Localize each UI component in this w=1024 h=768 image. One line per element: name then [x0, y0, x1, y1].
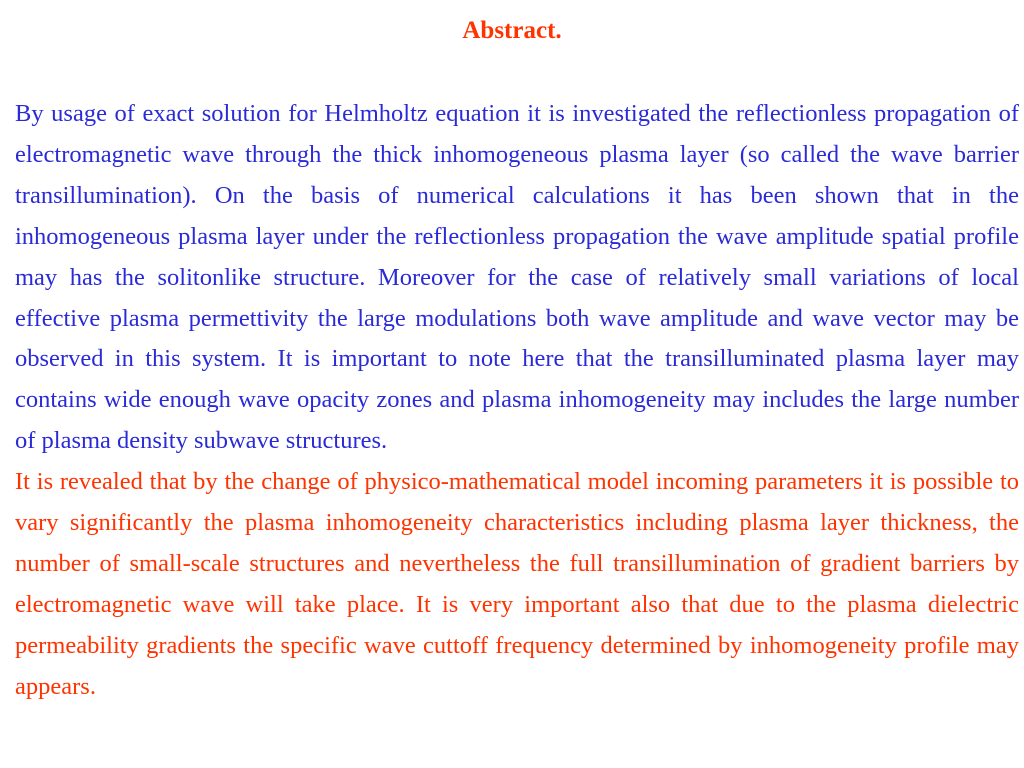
- abstract-paragraph-2: It is revealed that by the change of physico-mathematical model incoming parameters it is possible to vary significantly the plasma inhomogeneity characteristics including plasma layer thickness, the number of small-scale structures and nevertheless the full transillumination of gradient barriers by electromagnetic wave will take place. It is very important also that due to the plasma dielectric permeability gradients the specific wave cuttoff frequency determined by inhomogeneity profile may appears.: [15, 468, 1019, 700]
- abstract-paragraph-1: By usage of exact solution for Helmholtz equation it is investigated the reflectionless propagation of electromagnetic wave through the thick inhomogeneous plasma layer (so called the wave barrier transillumination). On the basis of numerical calculations it has been shown that in the inhomogeneous plasma layer under the reflectionless propagation the wave amplitude spatial profile may has the solitonlike structure. Moreover for the case of relatively small variations of local effective plasma permettivity the large modulations both wave amplitude and wave vector may be observed in this system. It is important to note here that the transilluminated plasma layer may contains wide enough wave opacity zones and plasma inhomogeneity may includes the large number of plasma density subwave structures.: [15, 100, 1019, 455]
- abstract-title: Abstract.: [462, 17, 562, 44]
- abstract-body: [15, 94, 1019, 708]
